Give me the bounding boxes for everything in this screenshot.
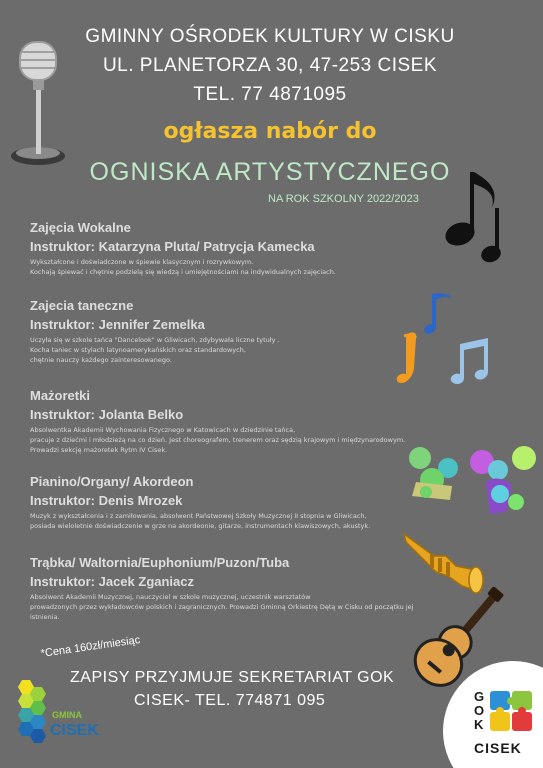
section-instructor: Instruktor: Jolanta Belko (30, 407, 184, 422)
school-year: NA ROK SZKOLNY 2022/2023 (268, 193, 419, 205)
logo-hex-icon (16, 680, 48, 750)
section-description (30, 425, 440, 455)
logo-small-text: GMINA (52, 710, 82, 720)
section-vocal (30, 220, 440, 277)
section-description (30, 511, 440, 531)
price-note: *Cena 160zł/miesiąc (40, 634, 141, 660)
description-line: chętnie nauczy każdego zainteresowanego. (30, 356, 172, 364)
description-line: Uczyła się w szkole tańca "Dancelook" w Gliwicach, zdybywała liczne tytuły . (30, 336, 280, 344)
section-description (30, 335, 440, 365)
section-dance (30, 298, 440, 365)
announcement: ogłasza nabór do (163, 119, 377, 144)
description-line: Kochają śpiewać i chętnie podzielą się wiedzą i umiejętnościami na indywidualnych zajęciach. (30, 268, 336, 276)
description-line: Absolwent Akademii Muzycznej, nauczyciel w szkole muzycznej, uczestnik warsztatów (30, 593, 311, 601)
section-instructor: Instruktor: Jacek Zganiacz (30, 574, 194, 589)
section-instructor: Instruktor: Denis Mrozek (30, 493, 183, 508)
description-line: posiada wieloletnie doświadczenie w grze na akordeonie, gitarze, instrumentach klawiszowych, akustyk. (30, 522, 371, 530)
section-title: Trąbka/ Waltornia/Euphonium/Puzon/Tuba (30, 555, 290, 570)
header-line-address: UL. PLANETORZA 30, 47-253 CISEK (102, 55, 438, 76)
music-note-icon (440, 168, 515, 270)
section-title: Mażoretki (30, 388, 90, 403)
description-line: prowadzonych przez wykładowców polskich i zagranicznych. Prowadzi Gminną Orkiestrę Dętą w Cisku od początku jej istnienia. (30, 603, 414, 621)
description-line: Muzyk z wykształcenia i z zamiłowania, absolwent Państwowej Szkoły Muzycznej II stopnia w Gliwicach, (30, 512, 367, 520)
section-instructor: Instruktor: Jennifer Zemelka (30, 317, 205, 332)
section-brass (30, 555, 440, 622)
description-line: pracuje z dziećmi i młodzieżą na co dzień. Jest choreografem, trenerem oraz sędzią krajowym i międzynarodowym. (30, 436, 406, 444)
section-majorettes (30, 388, 440, 455)
description-line: Wykształcone i doświadczone w śpiewie klasycznym i rozrywkowym. (30, 258, 254, 266)
section-title: Pianino/Organy/ Akordeon (30, 474, 194, 489)
description-line: Kocha taniec w stylach latynoamerykańskich oraz standardowych, (30, 346, 246, 354)
program-title: OGNISKA ARTYSTYCZNEGO (89, 158, 451, 186)
section-title: Zajecia taneczne (30, 298, 134, 313)
dance-notes-icon (392, 288, 496, 390)
gok-letter: K (474, 717, 484, 732)
section-description (30, 592, 440, 622)
description-line: Prowadzi sekcję mażoretek Rytm IV Cisek. (30, 446, 168, 454)
enrollment-line: ZAPISY PRZYJMUJE SEKRETARIAT GOK (70, 669, 395, 686)
description-line: Absolwentka Akademii Wychowania Fizycznego w Katowicach w dziedzinie tańca, (30, 426, 296, 434)
section-title: Zajęcia Wokalne (30, 220, 131, 235)
header-line-name: GMINNY OŚRODEK KULTURY W CISKU (85, 26, 455, 47)
section-description (30, 257, 440, 277)
section-piano (30, 474, 440, 531)
gok-name: CISEK (474, 740, 522, 756)
gok-letters (474, 690, 484, 732)
puzzle-icon (490, 691, 534, 733)
gmina-cisek-logo (16, 680, 99, 755)
section-instructor: Instruktor: Katarzyna Pluta/ Patrycja Kamecka (30, 239, 315, 254)
header-line-phone: TEL. 77 4871095 (193, 84, 347, 105)
gok-letter: G (474, 689, 485, 704)
gok-letter: O (474, 703, 485, 718)
enrollment-phone: CISEK- TEL. 774871 095 (134, 692, 326, 709)
logo-big-text: CISEK (50, 722, 99, 739)
